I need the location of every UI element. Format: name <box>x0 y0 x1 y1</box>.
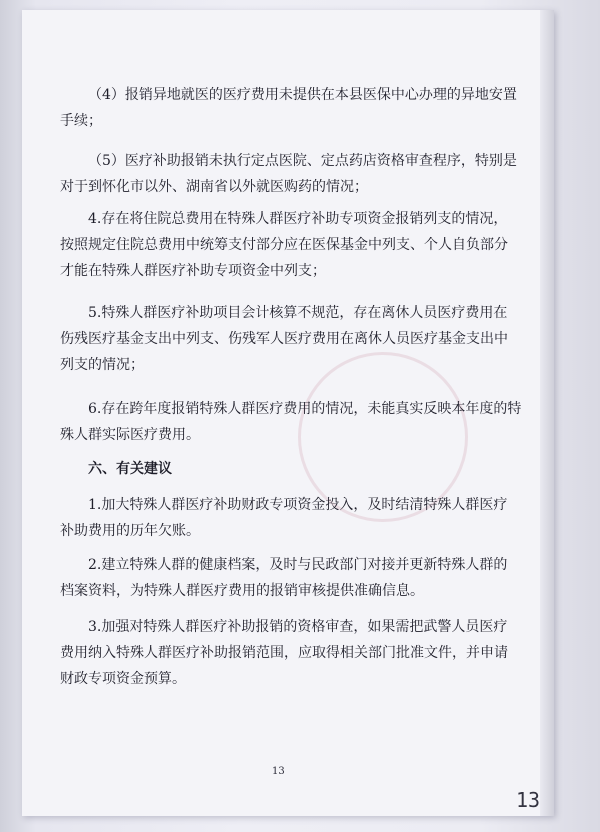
text-line: 手续； <box>60 113 102 129</box>
paragraph-item-4 <box>60 206 518 284</box>
paragraph-suggestion-2 <box>60 552 518 604</box>
text-line: 1.加大特殊人群医疗补助财政专项资金投入，及时结清特殊人群医疗 <box>88 497 508 513</box>
section-heading-suggestions <box>88 456 518 482</box>
paragraph-sub-item-5 <box>60 148 518 200</box>
page-number: 13 <box>272 766 285 777</box>
text-line: 5.特殊人群医疗补助项目会计核算不规范，存在离休人员医疗费用在 <box>88 305 508 321</box>
text-line: 6.存在跨年度报销特殊人群医疗费用的情况，未能真实反映本年度的特 <box>88 401 522 417</box>
paragraph-item-6 <box>60 396 522 448</box>
scan-page-number: 13 <box>516 788 541 812</box>
paragraph-sub-item-4 <box>60 82 518 134</box>
paragraph-item-5 <box>60 300 518 378</box>
text-line: 财政专项资金预算。 <box>60 671 186 687</box>
text-line: （5）医疗补助报销未执行定点医院、定点药店资格审查程序，特别是 <box>88 153 517 169</box>
text-line: 六、有关建议 <box>88 461 172 477</box>
text-line: 伤残医疗基金支出中列支、伤残军人医疗费用在离休人员医疗基金支出中 <box>60 331 508 347</box>
text-line: 补助费用的历年欠账。 <box>60 523 200 539</box>
text-line: 按照规定住院总费用中统筹支付部分应在医保基金中列支、个人自负部分 <box>60 237 508 253</box>
paragraph-suggestion-1 <box>60 492 518 544</box>
text-line: （4）报销异地就医的医疗费用未提供在本县医保中心办理的异地安置 <box>88 87 517 103</box>
text-line: 3.加强对特殊人群医疗补助报销的资格审查，如果需把武警人员医疗 <box>88 619 508 635</box>
text-line: 列支的情况； <box>60 357 144 373</box>
text-line: 对于到怀化市以外、湖南省以外就医购药的情况； <box>60 179 368 195</box>
text-line: 4.存在将住院总费用在特殊人群医疗补助专项资金报销列支的情况， <box>88 211 508 227</box>
text-line: 档案资料，为特殊人群医疗费用的报销审核提供准确信息。 <box>60 583 424 599</box>
page-edge-shadow <box>540 10 554 816</box>
paragraph-suggestion-3 <box>60 614 518 692</box>
text-line: 2.建立特殊人群的健康档案，及时与民政部门对接并更新特殊人群的 <box>88 557 508 573</box>
text-line: 才能在特殊人群医疗补助专项资金中列支； <box>60 263 326 279</box>
text-line: 费用纳入特殊人群医疗补助报销范围，应取得相关部门批准文件，并申请 <box>60 645 508 661</box>
text-line: 殊人群实际医疗费用。 <box>60 427 200 443</box>
